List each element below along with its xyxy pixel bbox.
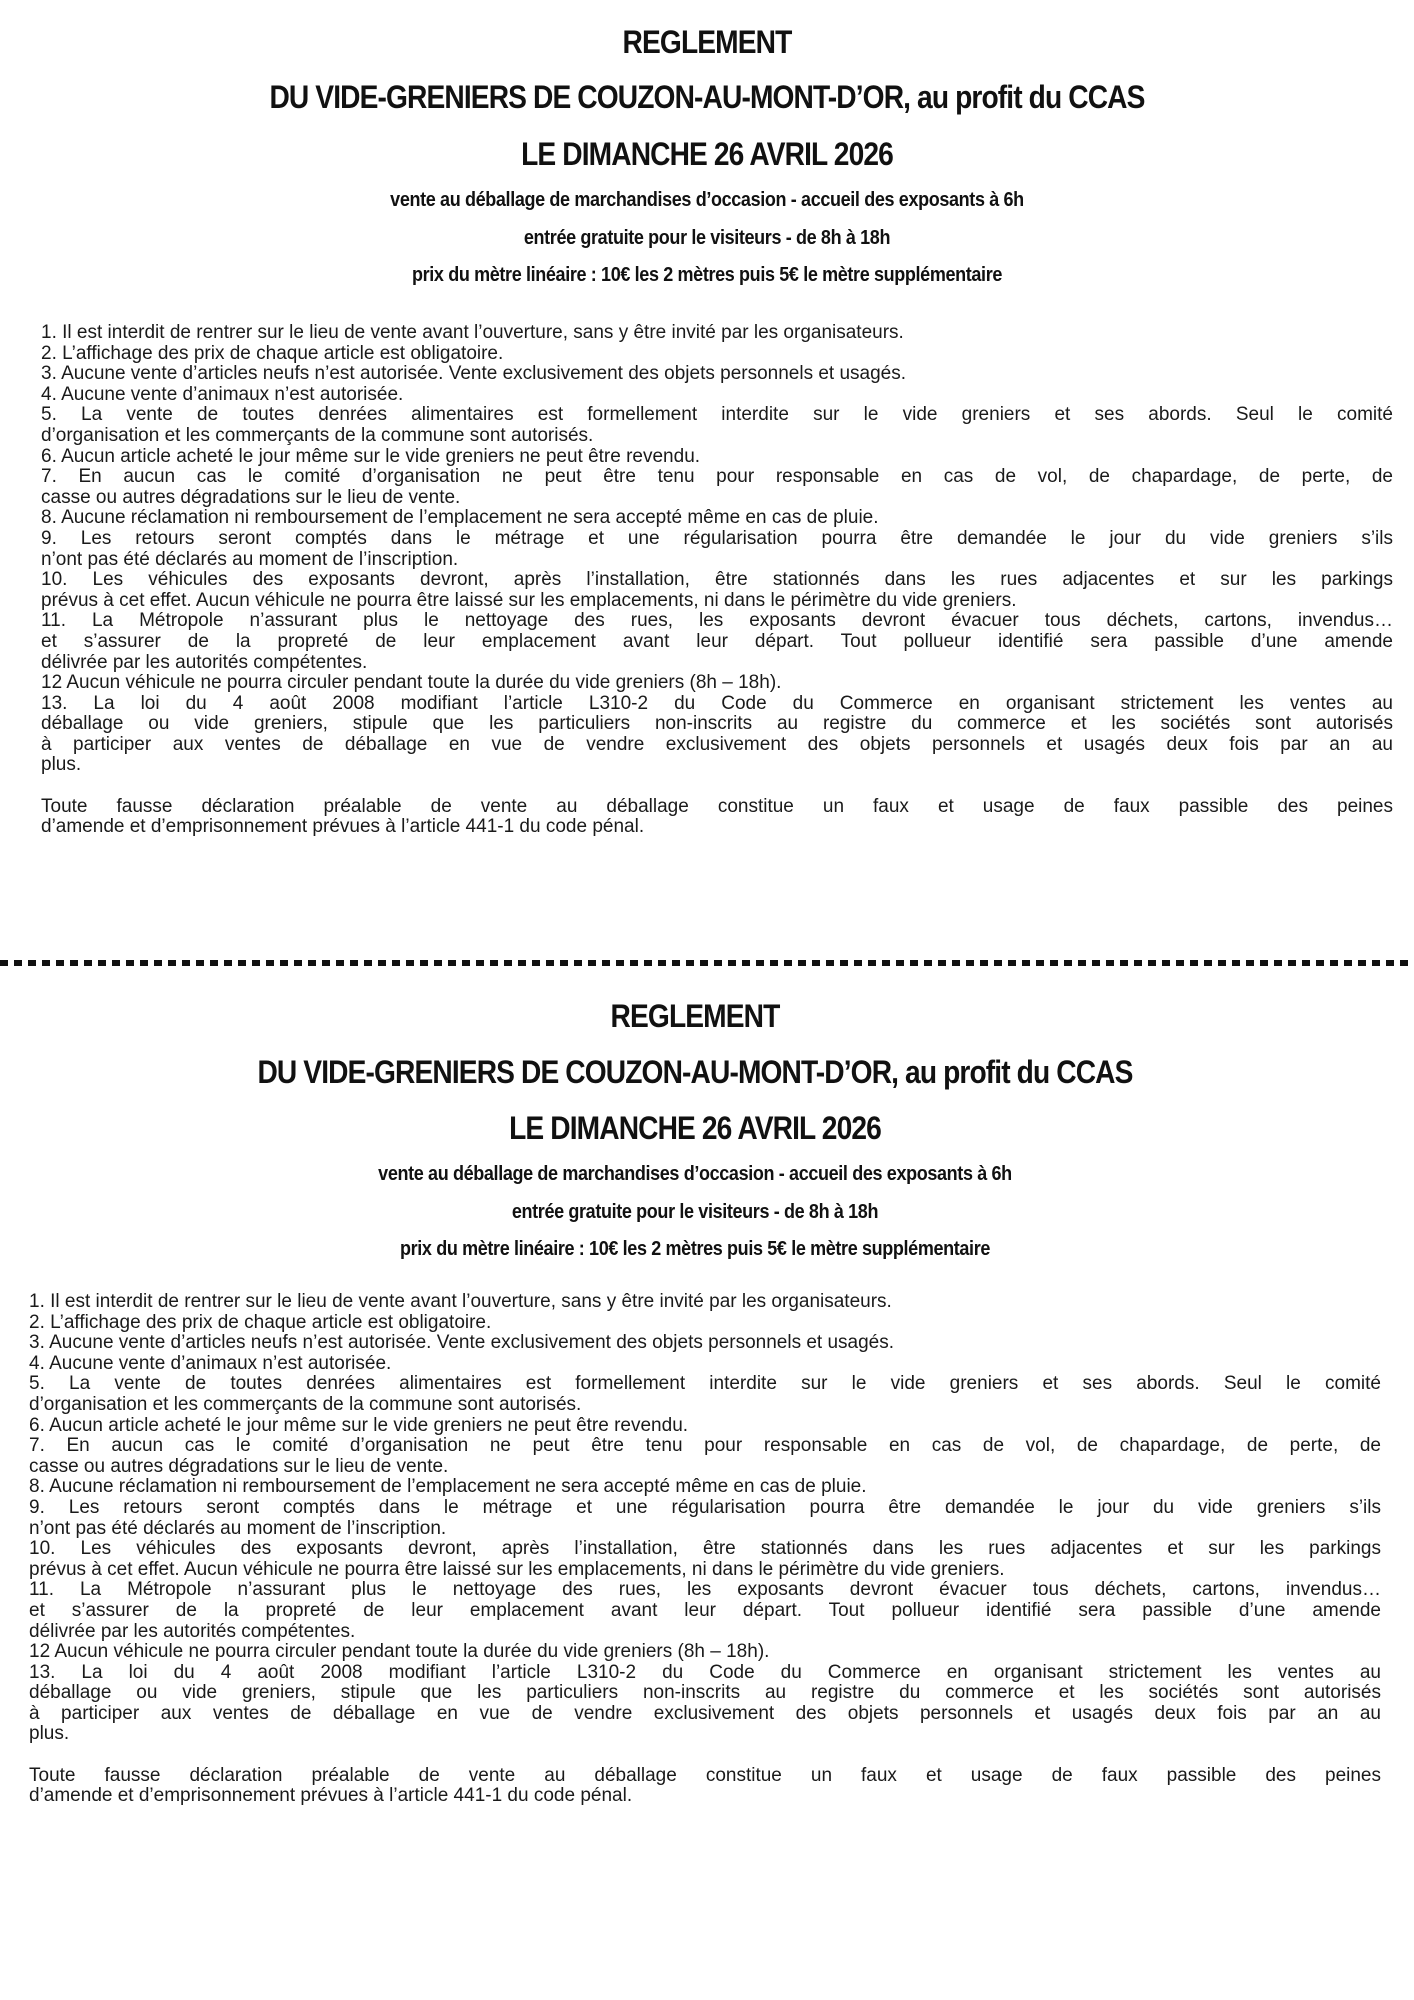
info-line-entry: entrée gratuite pour le visiteurs - de 8h à 18h — [523, 227, 891, 249]
rule-item — [41, 344, 1393, 365]
rule-line: 9. Les retours seront comptés dans le métrage et une régularisation pourra être demandée le jour du vide greniers s’ils — [41, 528, 1393, 549]
rule-line: délivrée par les autorités compétentes. — [29, 1620, 356, 1642]
closing-notice — [29, 1766, 1381, 1807]
rule-item — [29, 1313, 1381, 1334]
rule-item — [29, 1580, 1381, 1642]
rule-line: 6. Aucun article acheté le jour même sur le vide greniers ne peut être revendu. — [41, 445, 701, 467]
subtitle: DU VIDE-GRENIERS DE COUZON-AU-MONT-D’OR, au profit du CCAS — [269, 79, 1145, 115]
rule-line: 10. Les véhicules des exposants devront, après l’installation, être stationnés dans les rues adjacentes et sur les parkings — [41, 570, 1393, 591]
rule-line: d’organisation et les commerçants de la commune sont autorisés. — [41, 424, 594, 446]
rule-line: 6. Aucun article acheté le jour même sur le vide greniers ne peut être revendu. — [29, 1414, 689, 1436]
rule-line: plus. — [29, 1723, 70, 1745]
rule-line: 2. L’affichage des prix de chaque article est obligatoire. — [29, 1311, 492, 1333]
info-line-entry: entrée gratuite pour le visiteurs - de 8h à 18h — [511, 1201, 879, 1223]
rule-item — [41, 508, 1393, 529]
info-line-price: prix du mètre linéaire : 10€ les 2 mètres puis 5€ le mètre supplémentaire — [411, 264, 1002, 286]
rule-line: 12 Aucun véhicule ne pourra circuler pendant toute la durée du vide greniers (8h – 18h). — [41, 672, 782, 694]
rule-line: 10. Les véhicules des exposants devront, après l’installation, être stationnés dans les rues adjacentes et sur les parkings — [29, 1539, 1381, 1560]
event-date: LE DIMANCHE 26 AVRIL 2026 — [509, 1110, 881, 1146]
closing-line: Toute fausse déclaration préalable de vente au déballage constitue un faux et usage de faux passible des peines — [41, 796, 1393, 817]
rule-item — [29, 1292, 1381, 1313]
rule-line: n’ont pas été déclarés au moment de l’inscription. — [41, 548, 459, 570]
rule-line: 13. La loi du 4 août 2008 modifiant l’article L310-2 du Code du Commerce en organisant strictement les ventes au — [29, 1662, 1381, 1683]
rule-item — [29, 1663, 1381, 1745]
spacer — [41, 776, 1393, 797]
rule-line: plus. — [41, 754, 82, 776]
rule-line: déballage ou vide greniers, stipule que les particuliers non-inscrits au registre du commerce et les sociétés sont autorisés — [29, 1683, 1381, 1704]
rule-line: 8. Aucune réclamation ni remboursement de l’emplacement ne sera accepté même en cas de pluie. — [29, 1476, 867, 1498]
info-line-reception: vente au déballage de marchandises d’occasion - accueil des exposants à 6h — [378, 1163, 1012, 1185]
rule-item — [41, 611, 1393, 673]
rule-item — [29, 1498, 1381, 1539]
rule-line: délivrée par les autorités compétentes. — [41, 651, 368, 673]
rule-item — [41, 364, 1393, 385]
rule-item — [29, 1354, 1381, 1375]
rule-item — [29, 1642, 1381, 1663]
rule-line: 13. La loi du 4 août 2008 modifiant l’article L310-2 du Code du Commerce en organisant strictement les ventes au — [41, 693, 1393, 714]
rule-item — [41, 447, 1393, 468]
rule-line: 7. En aucun cas le comité d’organisation ne peut être tenu pour responsable en cas de vol, de chapardage, de perte, de — [29, 1436, 1381, 1457]
rule-line: 11. La Métropole n’assurant plus le nettoyage des rues, les exposants devront évacuer tous déchets, cartons, invendus… — [29, 1580, 1381, 1601]
rule-item — [41, 570, 1393, 611]
info-line-price: prix du mètre linéaire : 10€ les 2 mètres puis 5€ le mètre supplémentaire — [399, 1238, 990, 1260]
rule-line: casse ou autres dégradations sur le lieu de vente. — [29, 1455, 449, 1477]
closing-notice — [41, 797, 1393, 838]
rule-line: 5. La vente de toutes denrées alimentaires est formellement interdite sur le vide greniers et ses abords. Seul le comité — [29, 1374, 1381, 1395]
spacer — [29, 1745, 1381, 1766]
rule-line: n’ont pas été déclarés au moment de l’inscription. — [29, 1517, 447, 1539]
rules-list — [29, 1292, 1381, 1807]
rule-line: 8. Aucune réclamation ni remboursement de l’emplacement ne sera accepté même en cas de pluie. — [41, 507, 879, 529]
closing-line: d’amende et d’emprisonnement prévues à l’article 441-1 du code pénal. — [41, 816, 645, 838]
rule-line: 12 Aucun véhicule ne pourra circuler pendant toute la durée du vide greniers (8h – 18h). — [29, 1641, 770, 1663]
rule-line: 3. Aucune vente d’articles neufs n’est autorisée. Vente exclusivement des objets personnels et usagés. — [29, 1332, 895, 1354]
rule-item — [41, 405, 1393, 446]
rule-line: 4. Aucune vente d’animaux n’est autorisée. — [41, 383, 404, 405]
rule-line: déballage ou vide greniers, stipule que les particuliers non-inscrits au registre du commerce et les sociétés sont autorisés — [41, 714, 1393, 735]
rule-line: et s’assurer de la propreté de leur emplacement avant leur départ. Tout pollueur identifié sera passible d’une amende — [29, 1600, 1381, 1621]
event-date: LE DIMANCHE 26 AVRIL 2026 — [521, 136, 893, 172]
rule-item — [29, 1436, 1381, 1477]
rule-line: 9. Les retours seront comptés dans le métrage et une régularisation pourra être demandée le jour du vide greniers s’ils — [29, 1497, 1381, 1518]
rule-item — [41, 323, 1393, 344]
rule-item — [29, 1477, 1381, 1498]
rule-line: et s’assurer de la propreté de leur emplacement avant leur départ. Tout pollueur identifié sera passible d’une amende — [41, 631, 1393, 652]
subtitle: DU VIDE-GRENIERS DE COUZON-AU-MONT-D’OR, au profit du CCAS — [257, 1054, 1133, 1090]
rule-line: 11. La Métropole n’assurant plus le nettoyage des rues, les exposants devront évacuer tous déchets, cartons, invendus… — [41, 611, 1393, 632]
rule-line: casse ou autres dégradations sur le lieu de vente. — [41, 486, 461, 508]
rule-line: 4. Aucune vente d’animaux n’est autorisée. — [29, 1352, 392, 1374]
rules-list — [41, 323, 1393, 838]
rule-line: 3. Aucune vente d’articles neufs n’est autorisée. Vente exclusivement des objets personnels et usagés. — [41, 363, 907, 385]
rule-item — [29, 1374, 1381, 1415]
rule-item — [41, 385, 1393, 406]
info-line-reception: vente au déballage de marchandises d’occasion - accueil des exposants à 6h — [390, 189, 1024, 211]
rule-item — [29, 1539, 1381, 1580]
rule-item — [41, 694, 1393, 776]
dashed-cut-line — [0, 960, 1414, 966]
rule-item — [29, 1333, 1381, 1354]
title: REGLEMENT — [610, 998, 780, 1034]
rule-line: 1. Il est interdit de rentrer sur le lieu de vente avant l’ouverture, sans y être invité par les organisateurs. — [29, 1291, 892, 1312]
rule-line: d’organisation et les commerçants de la commune sont autorisés. — [29, 1393, 582, 1415]
rule-line: 2. L’affichage des prix de chaque article est obligatoire. — [41, 342, 504, 364]
rule-line: 5. La vente de toutes denrées alimentaires est formellement interdite sur le vide greniers et ses abords. Seul le comité — [41, 405, 1393, 426]
rule-line: prévus à cet effet. Aucun véhicule ne pourra être laissé sur les emplacements, ni dans le périmètre du vide greniers. — [29, 1558, 1005, 1580]
closing-line: d’amende et d’emprisonnement prévues à l’article 441-1 du code pénal. — [29, 1785, 633, 1807]
rule-item — [29, 1416, 1381, 1437]
rule-line: 1. Il est interdit de rentrer sur le lieu de vente avant l’ouverture, sans y être invité par les organisateurs. — [41, 322, 904, 343]
rule-line: prévus à cet effet. Aucun véhicule ne pourra être laissé sur les emplacements, ni dans le périmètre du vide greniers. — [41, 589, 1017, 611]
title: REGLEMENT — [622, 24, 792, 60]
closing-line: Toute fausse déclaration préalable de vente au déballage constitue un faux et usage de faux passible des peines — [29, 1765, 1381, 1786]
rule-line: à participer aux ventes de déballage en vue de vendre exclusivement des objets personnels et usagés deux fois par an au — [29, 1703, 1381, 1724]
rule-line: à participer aux ventes de déballage en vue de vendre exclusivement des objets personnels et usagés deux fois par an au — [41, 734, 1393, 755]
rule-item — [41, 529, 1393, 570]
rule-line: 7. En aucun cas le comité d’organisation ne peut être tenu pour responsable en cas de vol, de chapardage, de perte, de — [41, 467, 1393, 488]
rule-item — [41, 467, 1393, 508]
rule-item — [41, 673, 1393, 694]
